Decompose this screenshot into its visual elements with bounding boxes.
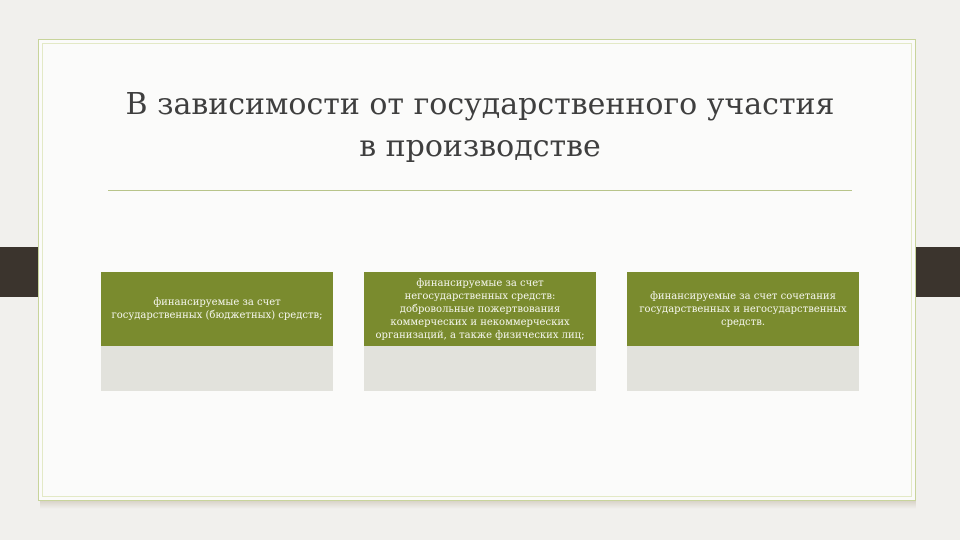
slide-title-line-2: в производстве <box>359 129 601 164</box>
card-header <box>627 272 859 346</box>
card-footer <box>101 346 333 391</box>
card-text: финансируемые за счет негосударственных средств: добровольные пожертвования коммерческих и некоммерческих организаций, а также физических лиц; <box>375 277 585 341</box>
funding-card-non-state <box>364 272 596 391</box>
card-text: финансируемые за счет сочетания государственных и негосударственных средств. <box>639 290 847 328</box>
slide-title <box>100 84 860 168</box>
funding-card-state <box>101 272 333 391</box>
card-footer <box>364 346 596 391</box>
slide-title-line-1: В зависимости от государственного участия <box>125 87 835 122</box>
card-header <box>101 272 333 346</box>
slide-shadow <box>40 501 916 509</box>
funding-card-mixed <box>627 272 859 391</box>
card-header <box>364 272 596 346</box>
title-divider <box>108 190 852 191</box>
card-footer <box>627 346 859 391</box>
card-text: финансируемые за счет государственных (бюджетных) средств; <box>111 297 323 321</box>
